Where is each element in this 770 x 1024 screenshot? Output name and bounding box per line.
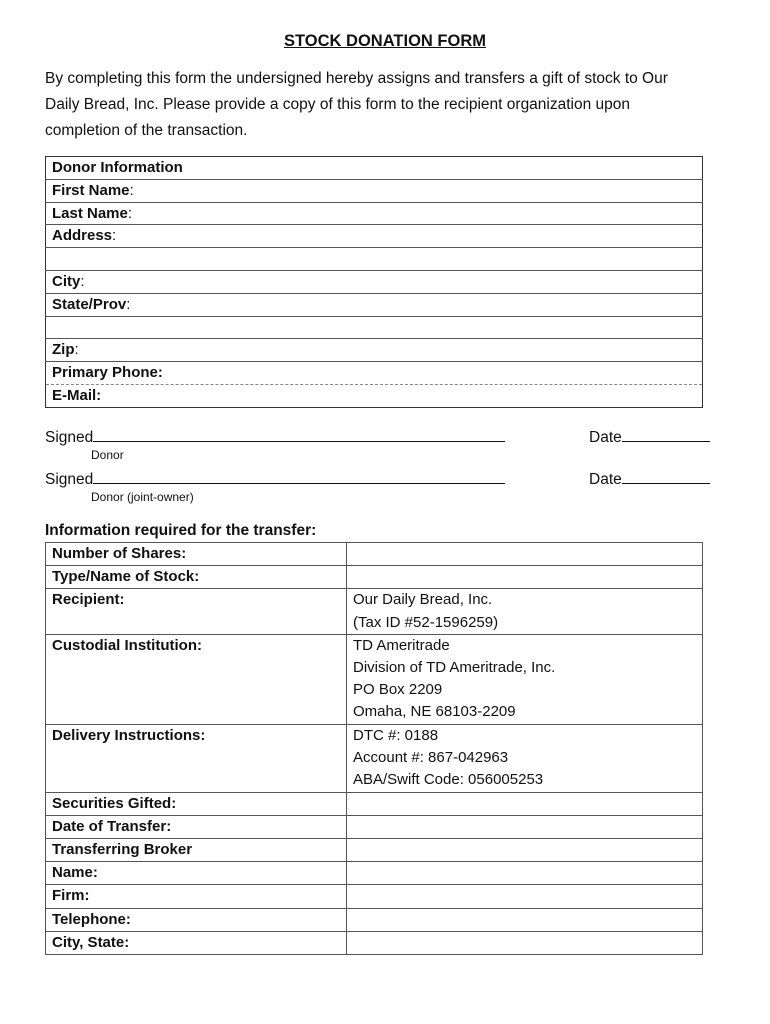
primary-phone-label: Primary Phone:: [52, 364, 163, 382]
telephone-field[interactable]: [347, 908, 703, 931]
custodial-institution-label: Custodial Institution:: [46, 634, 347, 724]
delivery-line: Account #: 867-042963: [353, 748, 509, 766]
city-state-field[interactable]: [347, 931, 703, 954]
number-of-shares-field[interactable]: [347, 543, 703, 566]
custodial-line: Division of TD Ameritrade, Inc.: [353, 659, 556, 677]
transfer-heading: Information required for the transfer:: [45, 522, 317, 539]
joint-signature-line[interactable]: [93, 469, 505, 484]
donor-caption: Donor: [91, 448, 124, 462]
type-name-field[interactable]: [347, 566, 703, 589]
firm-label: Firm:: [46, 885, 347, 908]
number-of-shares-label: Number of Shares:: [46, 543, 347, 566]
date-label: Date: [589, 429, 622, 446]
donor-signature-row: [45, 427, 505, 447]
colon: :: [126, 295, 131, 313]
state-label: State/Prov: [52, 295, 127, 313]
broker-name-label: Name:: [46, 862, 347, 885]
last-name-field[interactable]: [46, 202, 703, 225]
firm-field[interactable]: [347, 885, 703, 908]
donor-date-row: [589, 427, 710, 447]
broker-name-field[interactable]: [347, 862, 703, 885]
donor-signature-line[interactable]: [93, 427, 505, 442]
city-field[interactable]: [46, 270, 703, 293]
donor-info-header: Donor Information: [46, 157, 703, 180]
delivery-line: DTC #: 0188: [353, 726, 439, 744]
securities-gifted-label: Securities Gifted:: [46, 792, 347, 815]
first-name-label: First Name: [52, 181, 130, 199]
securities-gifted-field[interactable]: [347, 792, 703, 815]
custodial-institution-value: [347, 634, 703, 724]
transferring-broker-label: Transferring Broker: [46, 839, 347, 862]
city-label: City: [52, 272, 81, 290]
state-field[interactable]: [46, 293, 703, 316]
date-label: Date: [589, 471, 622, 488]
date-of-transfer-label: Date of Transfer:: [46, 815, 347, 838]
signed-label: Signed: [45, 429, 94, 446]
intro-line: Daily Bread, Inc. Please provide a copy of this form to the recipient organization upon: [45, 96, 631, 113]
first-name-field[interactable]: [46, 179, 703, 202]
zip-field[interactable]: [46, 339, 703, 362]
city-state-label: City, State:: [46, 931, 347, 954]
intro-paragraph: [45, 66, 735, 144]
primary-phone-field[interactable]: [46, 362, 703, 385]
recipient-line: (Tax ID #52-1596259): [353, 613, 499, 631]
recipient-value: [347, 589, 703, 634]
transferring-broker-field[interactable]: [347, 839, 703, 862]
type-name-label: Type/Name of Stock:: [46, 566, 347, 589]
telephone-label: Telephone:: [46, 908, 347, 931]
delivery-line: ABA/Swift Code: 056005253: [353, 771, 544, 789]
colon: :: [127, 204, 133, 222]
recipient-line: Our Daily Bread, Inc.: [353, 591, 493, 609]
colon: :: [74, 341, 79, 359]
delivery-instructions-label: Delivery Instructions:: [46, 724, 347, 792]
signed-label: Signed: [45, 471, 94, 488]
address-field[interactable]: [46, 225, 703, 248]
address-label: Address: [52, 227, 113, 245]
donor-date-line[interactable]: [622, 427, 710, 442]
joint-date-line[interactable]: [622, 469, 710, 484]
email-field[interactable]: [46, 384, 703, 407]
custodial-line: TD Ameritrade: [353, 636, 450, 654]
state-line-2-field[interactable]: [46, 316, 703, 339]
email-label: E-Mail:: [52, 386, 102, 404]
date-of-transfer-field[interactable]: [347, 815, 703, 838]
recipient-label: Recipient:: [46, 589, 347, 634]
zip-label: Zip: [52, 341, 75, 359]
joint-date-row: [589, 469, 710, 489]
donor-information-table: [45, 156, 703, 408]
custodial-line: PO Box 2209: [353, 681, 443, 699]
delivery-instructions-value: [347, 724, 703, 792]
address-line-2-field[interactable]: [46, 248, 703, 271]
custodial-line: Omaha, NE 68103-2209: [353, 703, 516, 721]
colon: :: [129, 181, 134, 199]
joint-signature-row: [45, 469, 505, 489]
intro-line: By completing this form the undersigned hereby assigns and transfers a gift of stock to Our: [45, 70, 668, 87]
joint-owner-caption: Donor (joint-owner): [91, 490, 194, 504]
transfer-information-table: [45, 542, 703, 955]
last-name-label: Last Name: [52, 204, 128, 222]
colon: :: [112, 227, 117, 245]
colon: :: [80, 272, 85, 290]
page-title: STOCK DONATION FORM: [284, 32, 486, 50]
intro-line: completion of the transaction.: [45, 122, 248, 139]
